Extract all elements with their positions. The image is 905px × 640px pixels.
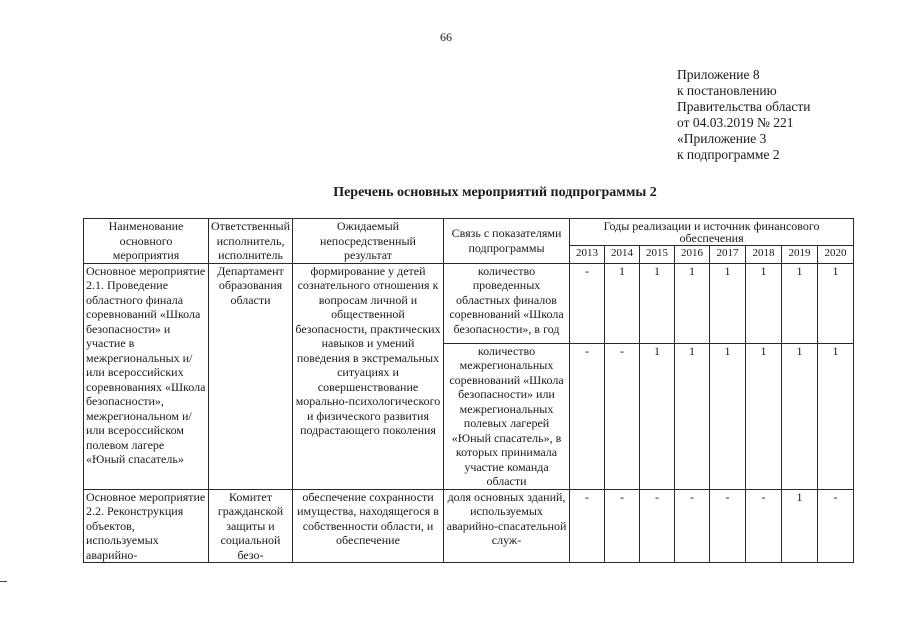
indicator-value: -	[570, 263, 605, 343]
header-year: 2020	[818, 245, 854, 263]
indicator-value: -	[818, 489, 854, 563]
header-year: 2016	[675, 245, 710, 263]
indicator-value: -	[746, 489, 782, 563]
header-year: 2013	[570, 245, 605, 263]
indicator-value: -	[675, 489, 710, 563]
indicator-value: 1	[818, 343, 854, 489]
indicator-value: -	[570, 489, 605, 563]
appendix-line: Приложение 8	[677, 67, 760, 82]
appendix-line: Правительства области	[677, 99, 811, 114]
indicator-value: 1	[675, 263, 710, 343]
indicator-text: количество межрегиональных соревнований «Школа безопасности» или межрегиональных полевых лагерей «Юный спасатель», в которых принимала участие команда области	[444, 343, 570, 489]
indicator-value: 1	[818, 263, 854, 343]
header-link: Связь с показателями подпрограммы	[444, 219, 570, 264]
indicator-value: 1	[746, 343, 782, 489]
header-executor: Ответственный исполнитель, исполнитель	[209, 219, 293, 264]
indicator-value: 1	[605, 263, 640, 343]
measure-name: Основное мероприятие 2.2. Реконструкция объектов, используемых аварийно-	[84, 489, 209, 563]
measure-executor: Департамент образования области	[209, 263, 293, 489]
appendix-line: «Приложение 3	[677, 131, 767, 146]
indicator-value: 1	[746, 263, 782, 343]
table-row	[84, 263, 854, 343]
measures-table	[83, 218, 854, 563]
header-year: 2019	[782, 245, 818, 263]
header-years-group: Годы реализации и источник финансового обеспечения	[570, 219, 854, 246]
document-title: Перечень основных мероприятий подпрограммы 2	[333, 185, 657, 200]
indicator-value: 1	[675, 343, 710, 489]
table-row	[84, 489, 854, 563]
appendix-line: от 04.03.2019 № 221	[677, 115, 794, 130]
indicator-value: -	[570, 343, 605, 489]
indicator-value: 1	[710, 263, 746, 343]
indicator-value: -	[710, 489, 746, 563]
indicator-value: 1	[640, 263, 675, 343]
indicator-value: 1	[640, 343, 675, 489]
header-year: 2018	[746, 245, 782, 263]
measure-name: Основное мероприятие 2.1. Проведение областного финала соревнований «Школа безопасности» и участие в межрегиональных и/или всероссийских соревнованиях «Школа безопасности», межрегиональном и/или всероссийском полевом лагере «Юный спасатель»	[84, 263, 209, 489]
indicator-value: 1	[710, 343, 746, 489]
indicator-value: 1	[782, 263, 818, 343]
indicator-value: 1	[782, 489, 818, 563]
header-year: 2017	[710, 245, 746, 263]
header-name: Наименование основного мероприятия	[84, 219, 209, 264]
indicator-text: количество проведенных областных финалов соревнований «Школа безопасности», в год	[444, 263, 570, 343]
measure-result: обеспечение сохранности имущества, находящегося в собственности области, и обеспечение	[293, 489, 444, 563]
appendix-line: к подпрограмме 2	[677, 147, 780, 162]
measure-result: формирование у детей сознательного отношения к вопросам личной и общественной безопасности, практических навыков и умений поведения в экстремальных ситуациях и совершенствование морально-психологического и физического развития подрастающего поколения	[293, 263, 444, 489]
indicator-value: 1	[782, 343, 818, 489]
header-year: 2014	[605, 245, 640, 263]
indicator-value: -	[605, 343, 640, 489]
header-result: Ожидаемый непосредственный результат	[293, 219, 444, 264]
indicator-text: доля основных зданий, используемых аварийно-спасательной служ-	[444, 489, 570, 563]
indicator-value: -	[640, 489, 675, 563]
measure-executor: Комитет гражданской защиты и социальной безо-	[209, 489, 293, 563]
appendix-line: к постановлению	[677, 83, 777, 98]
margin-tick	[0, 581, 7, 582]
page-number: 66	[440, 30, 452, 44]
header-year: 2015	[640, 245, 675, 263]
indicator-value: -	[605, 489, 640, 563]
appendix-block	[677, 67, 810, 163]
